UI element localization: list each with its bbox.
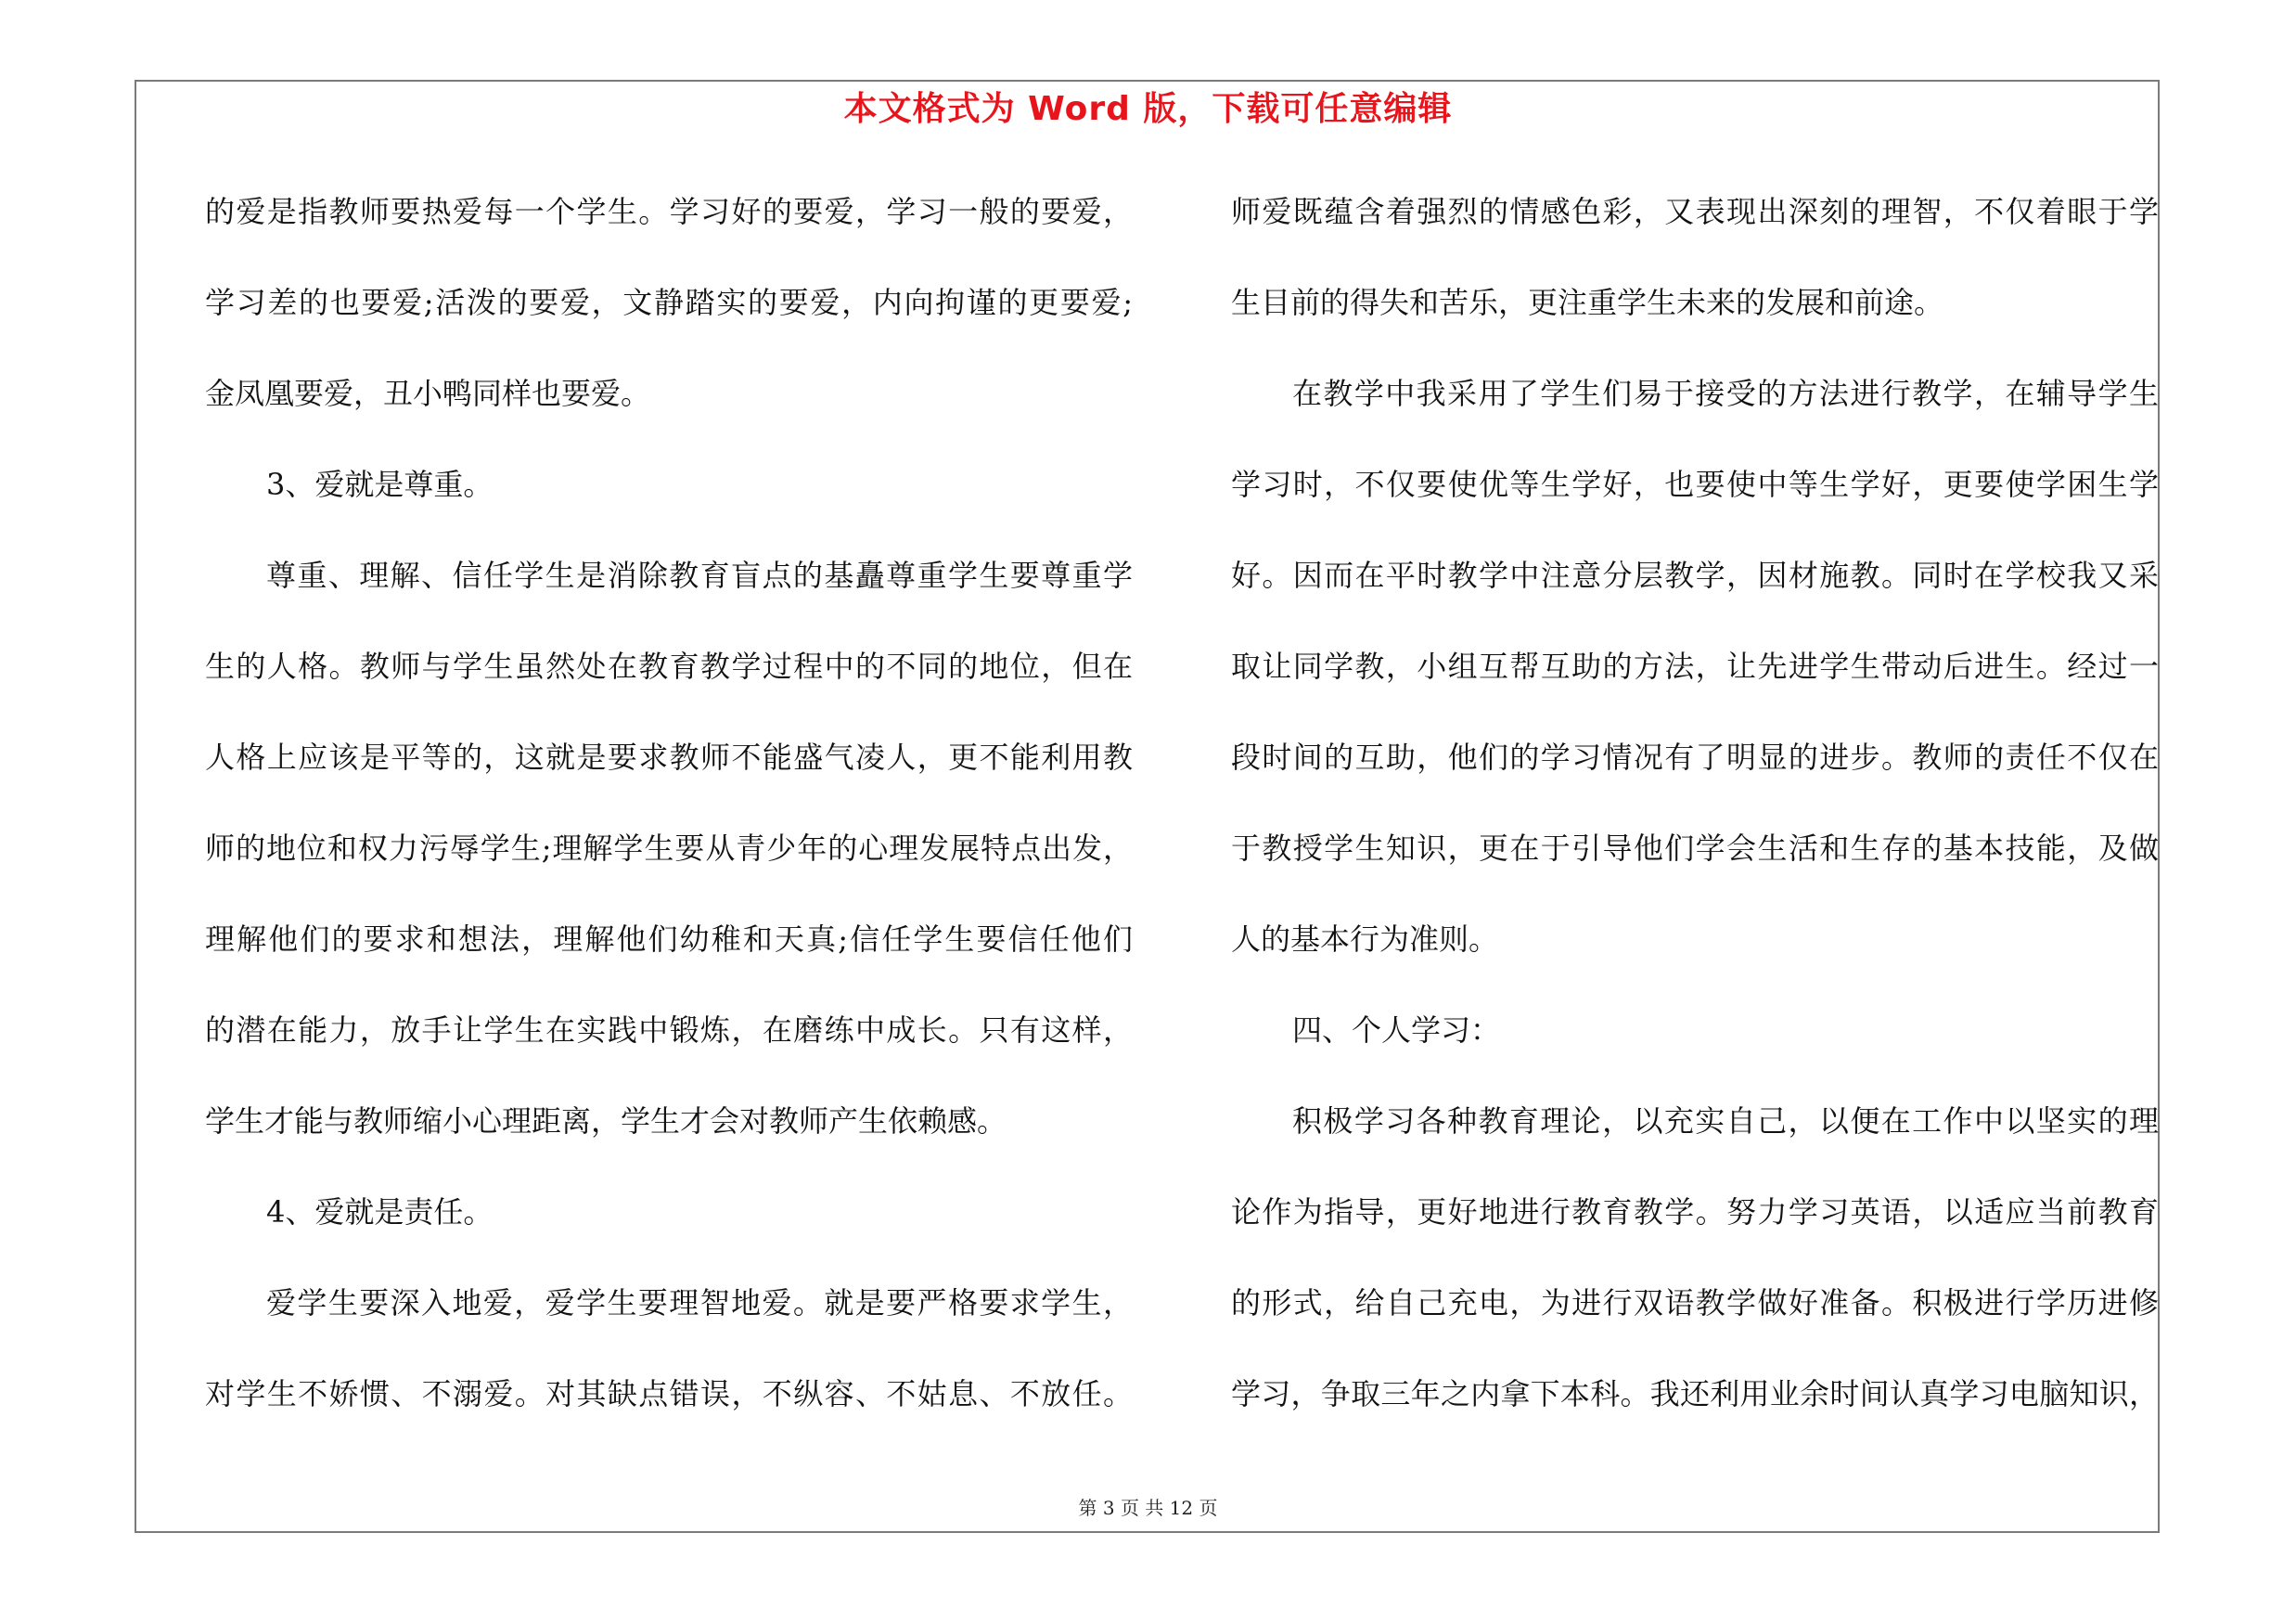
text-line: 学习时，不仅要使优等生学好，也要使中等生学好，更要使学困生学	[1231, 467, 2159, 502]
section-heading: 4、爱就是责任。	[266, 1194, 494, 1230]
text-line: 段时间的互助，他们的学习情况有了明显的进步。教师的责任不仅在	[1231, 740, 2159, 775]
text-line: 人格上应该是平等的，这就是要求教师不能盛气凌人，更不能利用教	[205, 740, 1133, 775]
format-banner: 本文格式为 Word 版，下载可任意编辑	[843, 90, 1453, 128]
text-line: 好。因而在平时教学中注意分层教学，因材施教。同时在学校我又采	[1231, 558, 2159, 593]
text-line: 的潜在能力，放手让学生在实践中锻炼，在磨练中成长。只有这样，	[205, 1012, 1133, 1048]
text-line: 生目前的得失和苦乐，更注重学生未来的发展和前途。	[1231, 285, 1944, 320]
text-line: 在教学中我采用了学生们易于接受的方法进行教学，在辅导学生	[1292, 376, 2159, 411]
text-line: 的形式，给自己充电，为进行双语教学做好准备。积极进行学历进修	[1231, 1285, 2159, 1320]
text-line: 理解他们的要求和想法，理解他们幼稚和天真;信任学生要信任他们	[205, 921, 1133, 957]
left-column	[205, 184, 1133, 1457]
text-line: 学习差的也要爱;活泼的要爱，文静踏实的要爱，内向拘谨的更要爱;	[205, 285, 1133, 320]
text-line: 积极学习各种教育理论，以充实自己，以便在工作中以坚实的理	[1292, 1103, 2159, 1139]
page-number: 第 3 页 共 12 页	[1078, 1497, 1218, 1519]
section-heading: 四、个人学习：	[1292, 1012, 1501, 1048]
text-line: 对学生不娇惯、不溺爱。对其缺点错误，不纵容、不姑息、不放任。	[205, 1376, 1133, 1411]
section-heading: 3、爱就是尊重。	[266, 467, 494, 502]
text-line: 爱学生要深入地爱，爱学生要理智地爱。就是要严格要求学生，	[266, 1285, 1133, 1320]
text-line: 生的人格。教师与学生虽然处在教育教学过程中的不同的地位，但在	[205, 649, 1133, 684]
text-line: 论作为指导，更好地进行教育教学。努力学习英语，以适应当前教育	[1231, 1194, 2159, 1230]
text-line: 学习，争取三年之内拿下本科。我还利用业余时间认真学习电脑知识，	[1231, 1376, 2159, 1411]
text-line: 金凤凰要爱，丑小鸭同样也要爱。	[205, 376, 651, 411]
text-line: 学生才能与教师缩小心理距离，学生才会对教师产生依赖感。	[205, 1103, 1007, 1139]
text-line: 的爱是指教师要热爱每一个学生。学习好的要爱，学习一般的要爱，	[205, 194, 1133, 229]
text-line: 尊重、理解、信任学生是消除教育盲点的基矗尊重学生要尊重学	[266, 558, 1133, 593]
text-line: 于教授学生知识，更在于引导他们学会生活和生存的基本技能，及做	[1231, 831, 2159, 866]
right-column	[1231, 184, 2159, 1457]
text-line: 人的基本行为准则。	[1231, 921, 1499, 957]
text-line: 取让同学教，小组互帮互助的方法，让先进学生带动后进生。经过一	[1231, 649, 2159, 684]
text-line: 师的地位和权力污辱学生;理解学生要从青少年的心理发展特点出发，	[205, 831, 1133, 866]
text-line: 师爱既蕴含着强烈的情感色彩，又表现出深刻的理智，不仅着眼于学	[1231, 194, 2159, 229]
